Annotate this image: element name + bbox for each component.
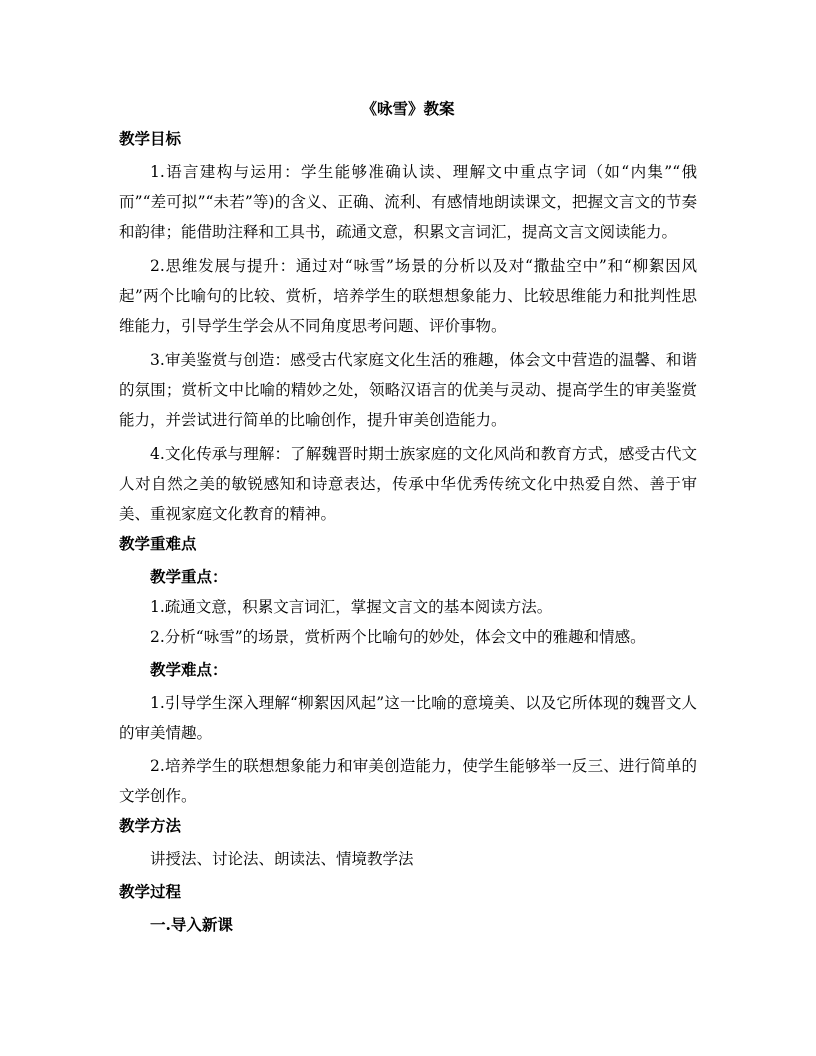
objective-item-2: 2.思维发展与提升：通过对“咏雪”场景的分析以及对“撒盐空中”和“柳絮因风起”两个比喻句的比较、赏析，培养学生的联想想象能力、比较思维能力和批判性思维能力，引导学生学会从不同角度思考问题、评价事物。	[119, 257, 697, 335]
section-heading-key-points: 教学重难点	[119, 534, 197, 553]
difficulty-item-2: 2.培养学生的联想想象能力和审美创造能力，使学生能够举一反三、进行简单的文学创作。	[119, 757, 697, 805]
difficulty-item-1: 1.引导学生深入理解“柳絮因风起”这一比喻的意境美、以及它所体现的魏晋文人的审美情趣。	[119, 694, 697, 742]
document-title: 《咏雪》教案	[361, 99, 455, 118]
section-heading-objectives: 教学目标	[119, 129, 182, 148]
section-heading-methods: 教学方法	[119, 816, 182, 835]
objective-item-3: 3.审美鉴赏与创造：感受古代家庭文化生活的雅趣，体会文中营造的温馨、和谐的氛围；赏析文中比喻的精妙之处，领略汉语言的优美与灵动、提高学生的审美鉴赏能力，并尝试进行简单的比喻创作，提升审美创造能力。	[119, 351, 697, 429]
difficulty-subheading: 教学难点：	[150, 660, 228, 679]
focus-item-2: 2.分析“咏雪”的场景，赏析两个比喻句的妙处，体会文中的雅趣和情感。	[150, 628, 646, 646]
section-heading-process: 教学过程	[119, 882, 182, 901]
focus-item-1: 1.疏通文意，积累文言词汇，掌握文言文的基本阅读方法。	[150, 598, 553, 616]
document-page	[119, 94, 697, 940]
focus-subheading: 教学重点：	[150, 567, 228, 586]
objective-item-4: 4.文化传承与理解：了解魏晋时期士族家庭的文化风尚和教育方式，感受古代文人对自然之美的敏锐感知和诗意表达，传承中华优秀传统文化中热爱自然、善于审美、重视家庭文化教育的精神。	[119, 445, 697, 523]
methods-text: 讲授法、讨论法、朗读法、情境教学法	[150, 850, 414, 868]
objective-item-1: 1.语言建构与运用：学生能够准确认读、理解文中重点字词（如“内集”“俄而”“差可拟”“未若”等)的含义、正确、流利、有感情地朗读课文，把握文言文的节奏和韵律；能借助注释和工具书，疏通文意，积累文言词汇，提高文言文阅读能力。	[119, 163, 697, 241]
process-step-1: 一.导入新课	[150, 915, 233, 934]
